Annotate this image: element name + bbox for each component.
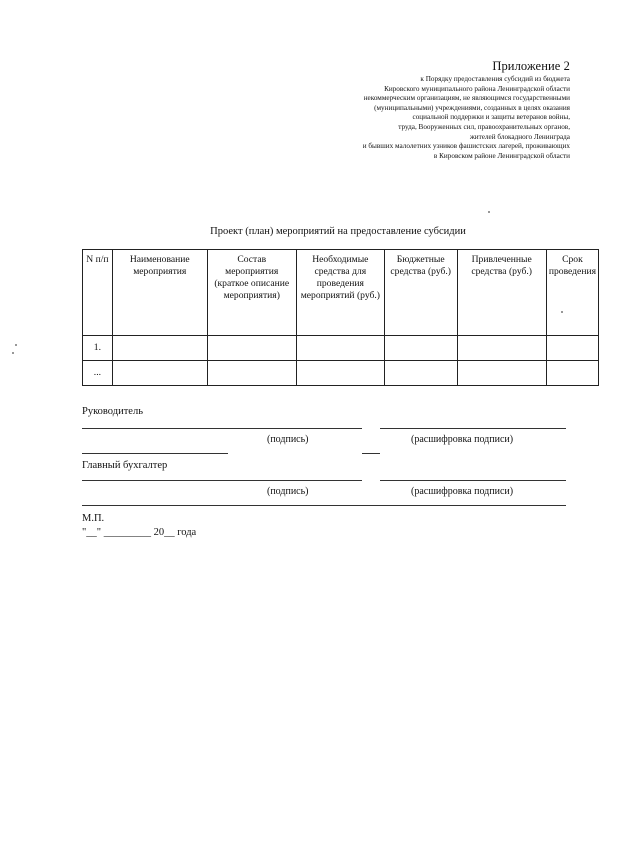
header-attracted-funds: Привлеченные средства (руб.) (457, 250, 546, 336)
table-header-row (83, 250, 599, 336)
table-cell (296, 336, 384, 361)
head-extra-line (82, 453, 228, 454)
table-cell (457, 361, 546, 386)
table-cell (546, 361, 598, 386)
table-cell (207, 361, 296, 386)
scan-speck (15, 344, 17, 346)
table-cell (112, 336, 207, 361)
table-cell (457, 336, 546, 361)
appendix-line: к Порядку предоставления субсидий из бюджета (420, 75, 570, 83)
head-decode-line (380, 428, 566, 429)
header-number: N п/п (83, 250, 113, 336)
scan-speck (561, 311, 563, 313)
head-dash-line (362, 453, 380, 454)
table-cell (207, 336, 296, 361)
appendix-line: жителей блокадного Ленинграда (469, 132, 570, 141)
appendix-line: и бывших малолетних узников фашистских лагерей, проживающих (362, 142, 570, 151)
accountant-sign-hint: (подпись) (267, 486, 309, 497)
document-title: Проект (план) мероприятий на предоставление субсидии (210, 226, 466, 237)
table-cell: ... (83, 361, 113, 386)
appendix-title: Приложение 2 (492, 59, 570, 73)
header-event-name: Наименование мероприятия (112, 250, 207, 336)
appendix-reference (270, 75, 570, 161)
header-event-composition: Состав мероприятия (краткое описание мероприятия) (207, 250, 296, 336)
header-budget-funds: Бюджетные средства (руб.) (384, 250, 457, 336)
appendix-line: некоммерческим организациям, не являющимся государственными (363, 94, 570, 103)
table-cell (384, 336, 457, 361)
accountant-bottom-line (82, 505, 566, 506)
table-cell (384, 361, 457, 386)
table-cell: 1. (83, 336, 113, 361)
header-required-funds: Необходимые средства для проведения мероприятий (руб.) (296, 250, 384, 336)
head-sign-hint: (подпись) (267, 434, 309, 445)
table-row (83, 336, 599, 361)
appendix-line: труда, Вооруженных сил, правоохранительных органов, (398, 122, 570, 131)
accountant-decode-line (380, 480, 566, 481)
accountant-decode-hint: (расшифровка подписи) (411, 486, 514, 497)
stamp-label: М.П. (82, 513, 105, 524)
head-decode-hint: (расшифровка подписи) (411, 434, 514, 445)
table-cell (296, 361, 384, 386)
header-deadline: Срок проведения (546, 250, 598, 336)
table-cell (112, 361, 207, 386)
appendix-line: социальной поддержки и защиты ветеранов войны, (412, 113, 570, 122)
head-label: Руководитель (82, 406, 143, 417)
table-cell (546, 336, 598, 361)
plan-table (82, 249, 599, 386)
scan-speck (12, 352, 14, 354)
accountant-signature-line (82, 480, 362, 481)
appendix-line: (муниципальными) учреждениями, созданных в целях оказания (374, 103, 570, 112)
appendix-line: Кировского муниципального района Ленинградской области (384, 84, 570, 93)
accountant-label: Главный бухгалтер (82, 460, 168, 471)
scan-speck (488, 211, 490, 213)
date-line: "__" _________ 20__ года (82, 527, 197, 538)
table-row (83, 361, 599, 386)
appendix-line: в Кировском районе Ленинградской области (433, 151, 570, 160)
head-signature-line (82, 428, 362, 429)
